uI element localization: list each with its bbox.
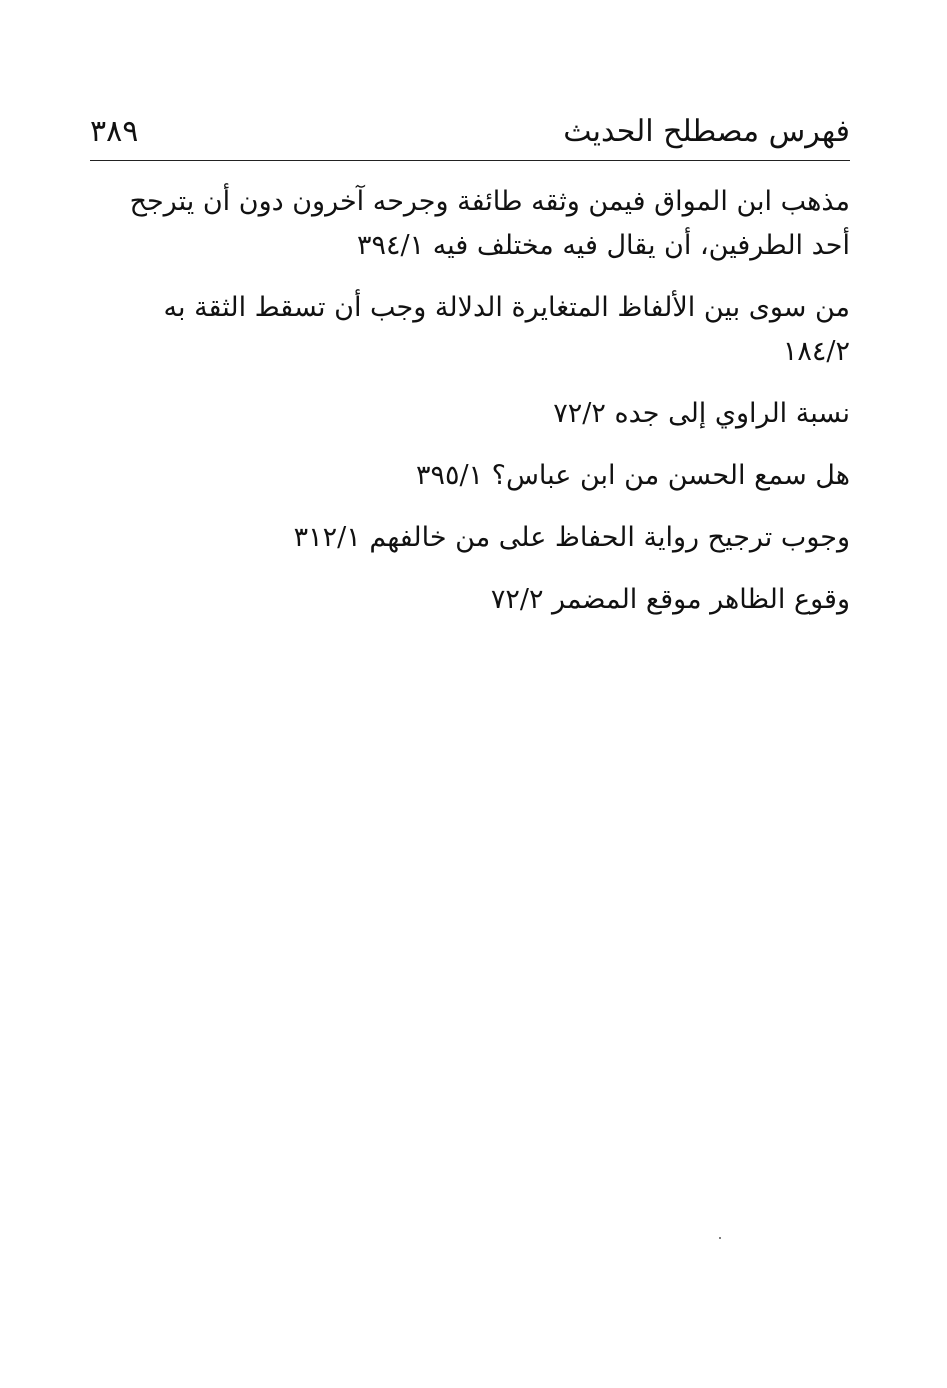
header-title: فهرس مصطلح الحديث [563, 114, 850, 149]
index-entry: نسبة الراوي إلى جده ٧٢/٢ [553, 398, 850, 429]
page-speck [719, 1237, 721, 1239]
header-divider [90, 160, 850, 161]
index-entries [90, 180, 850, 640]
index-entry: وجوب ترجيح رواية الحفاظ على من خالفهم ٣١٢/١ [293, 522, 850, 553]
index-entry: من سوى بين الألفاظ المتغايرة الدلالة وجب أن تسقط الثقة به ١٨٤/٢ [163, 292, 850, 367]
index-entry: هل سمع الحسن من ابن عباس؟ ٣٩٥/١ [415, 460, 850, 491]
page-number: ٣٨٩ [90, 114, 139, 149]
index-entry: وقوع الظاهر موقع المضمر ٧٢/٢ [490, 584, 850, 615]
running-header [90, 112, 850, 158]
index-entry: مذهب ابن المواق فيمن وثقه طائفة وجرحه آخرون دون أن يترجح أحد الطرفين، أن يقال فيه مختلف فيه ٣٩٤/١ [129, 186, 850, 261]
